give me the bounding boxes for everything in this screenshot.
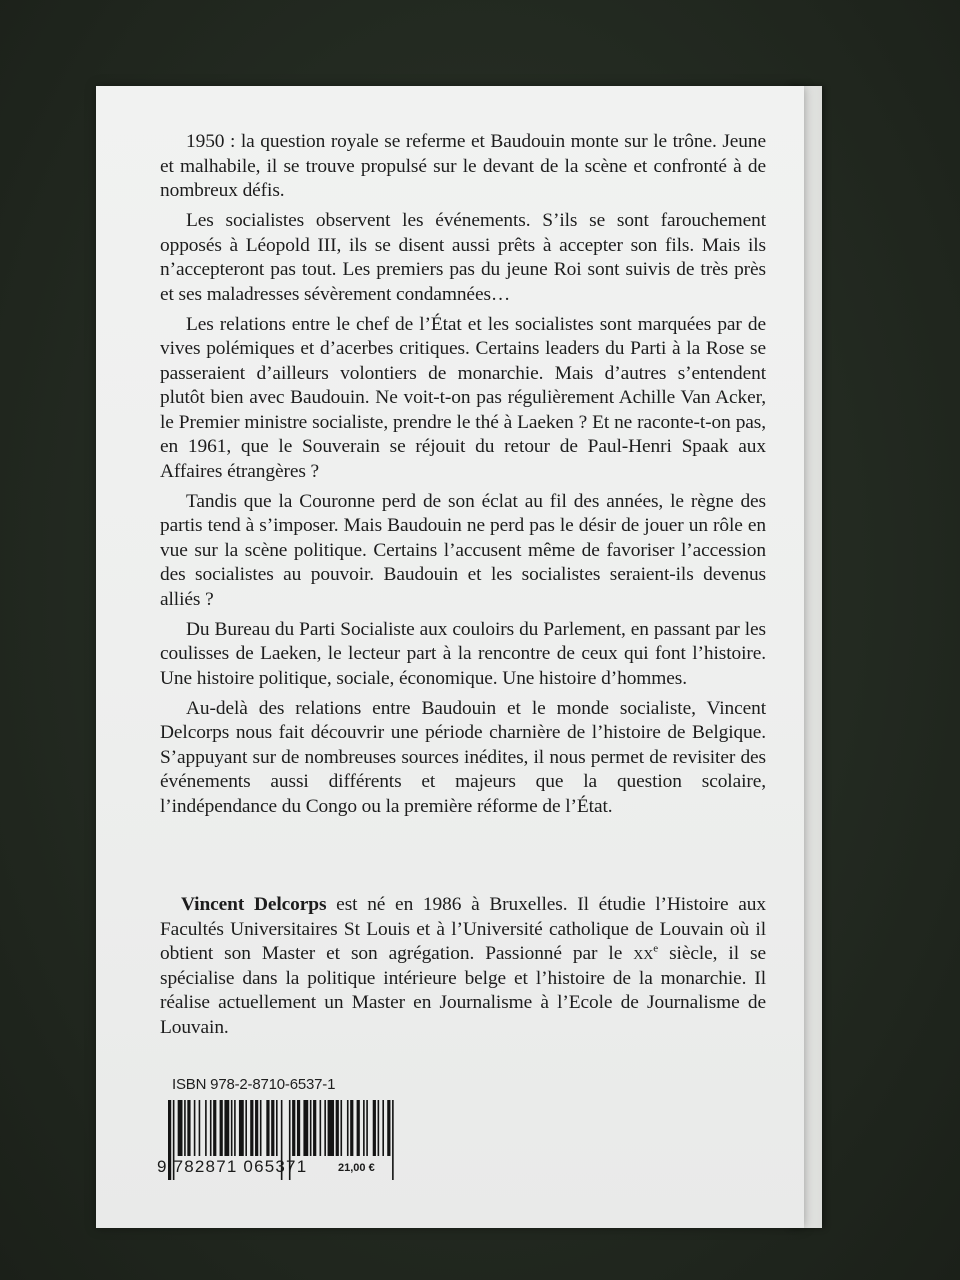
barcode-bar [373,1100,376,1156]
barcode-bar [357,1100,360,1156]
barcode-bar [187,1100,190,1156]
bio-text-2: siècle, il se spécialise dans la politique intérieure belge et l’histoire de la monarchie. Il réalise actuellement un Master en Journalisme à l’Ecole de Journalisme de Louvain. [160,943,766,1038]
author-bio-paragraph [160,893,766,1040]
barcode-digits: 9 782871 065371 [157,1157,308,1176]
barcode-bar [320,1100,322,1156]
barcode-bar [199,1100,201,1156]
barcode-bar [224,1100,229,1156]
blurb-paragraph: Au-delà des relations entre Baudouin et le monde socialiste, Vincent Delcorps nous fait découvrir une période charnière de l’histoire de Belgique. S’appuyant sur de nombreuses sources inédites, il nous permet de revisiter des événements aussi différents et majeurs que la question scolaire, l’indépendance du Congo ou la première réforme de l’État. [160,697,766,817]
barcode-bar [220,1100,223,1156]
barcode-bar [210,1100,212,1156]
barcode-bar [178,1100,183,1156]
barcode-bar [340,1100,342,1156]
barcode-bar [234,1100,236,1156]
barcode-bar [324,1100,326,1156]
barcode-bar [297,1100,300,1156]
blurb-text [160,130,766,825]
barcode-bar [328,1100,334,1156]
barcode-bar [303,1100,308,1156]
blurb-paragraph: Du Bureau du Parti Socialiste aux couloirs du Parlement, en passant par les coulisses de Laeken, le lecteur part à la rencontre de ceux qui font l’histoire. Une histoire politique, sociale, économique. Une histoire d’hommes. [160,618,766,689]
barcode-bar [310,1100,312,1156]
price-label: 21,00 € [338,1162,375,1174]
barcode-bar [292,1100,295,1156]
barcode-bar [271,1100,274,1156]
blurb-paragraph: 1950 : la question royale se referme et Baudouin monte sur le trône. Jeune et malhabile, il se trouve propulsé sur le devant de la scène et confronté à de nombreux défis. [160,131,766,201]
barcode-bar [382,1100,384,1156]
barcode-bar [276,1100,278,1156]
barcode-bar [392,1100,394,1180]
barcode-bar [366,1100,368,1156]
barcode-bar [260,1100,262,1156]
barcode-bar [205,1100,207,1156]
barcode-bar [313,1100,316,1156]
barcode-bar [250,1100,253,1156]
author-bio [160,893,766,1040]
barcode-bar [387,1100,390,1156]
blurb-paragraph: Les relations entre le chef de l’État et les socialistes sont marquées par de vives polémiques et d’acerbes critiques. Certains leaders du Parti à la Rose se passeraient d’ailleurs volontiers de monarchie. Mais d’autres s’entendent plutôt bien avec Baudouin. Ne voit-t-on pas régulièrement Achille Van Acker, le Premier ministre socialiste, prendre le thé à Laeken ? Et ne raconte-t-on pas, en 1961, que le Souverain se réjouit du retour de Paul-Henri Spaak aux Affaires étrangères ? [160,313,766,482]
barcode-bar [213,1100,216,1156]
barcode-bar [255,1100,258,1156]
barcode-bar [194,1100,196,1156]
barcode-bar [184,1100,186,1156]
barcode-bar [239,1100,244,1156]
bio-text-1: est né en 1986 à Bruxelles. Il étudie l’Histoire aux Facultés Universitaires St Louis et à l’Université catholique de Louvain où il obtient son Master et son agrégation. Passionné par le [160,894,766,964]
barcode-bar [245,1100,247,1156]
barcode-bar [350,1100,353,1156]
blurb-paragraph: Tandis que la Couronne perd de son éclat au fil des années, le règne des partis tend à s’imposer. Mais Baudouin ne perd pas le désir de jouer un rôle en vue sur la scène politique. Certains l’accusent même de favoriser l’accession des socialistes au pouvoir. Baudouin et les socialistes seraient-ils devenus alliés ? [160,490,766,610]
barcode-bar [336,1100,339,1156]
barcode-bar [378,1100,380,1156]
isbn-label: ISBN 978-2-8710-6537-1 [172,1076,336,1093]
barcode-bar [266,1100,269,1156]
century-numeral: xx [633,943,654,964]
barcode-bar [347,1100,349,1156]
author-name: Vincent Delcorps [181,894,327,915]
blurb-paragraph: Les socialistes observent les événements. S’ils se sont farouchement opposés à Léopold III, ils se disent aussi prêts à accepter son fils. Mais ils n’accepteront pas tout. Les premiers pas du jeune Roi sont suivis de très près et ses maladresses sévèrement condamnées… [160,210,766,305]
barcode-bar [363,1100,365,1156]
century-suffix: e [653,942,659,955]
barcode-bar [231,1100,233,1156]
